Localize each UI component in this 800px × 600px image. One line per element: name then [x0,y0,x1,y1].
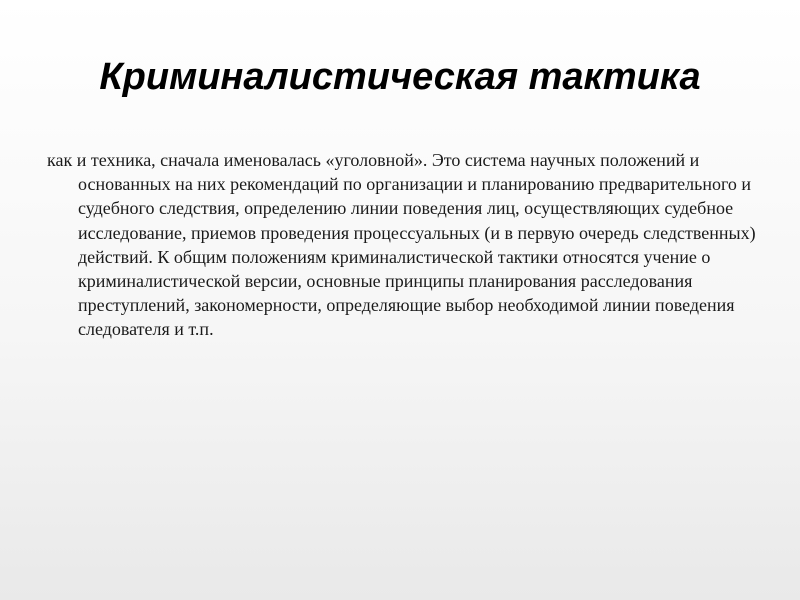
slide-title: Криминалистическая тактика [99,56,701,98]
body-paragraph: как и техника, сначала именовалась «уголовной». Это система научных положений и основанных на них рекомендаций по организации и планированию предварительного и судебного следствия, определению линии поведения лиц, осуществляющих судебное исследование, приемов проведения процессуальных (и в первую очередь следственных) действий. К общим положениям криминалистической тактики относятся учение о криминалистической версии, основные принципы планирования расследования преступлений, закономерности, определяющие выбор необходимой линии поведения следователя и т.п. [47,150,756,340]
slide-body [47,148,763,342]
